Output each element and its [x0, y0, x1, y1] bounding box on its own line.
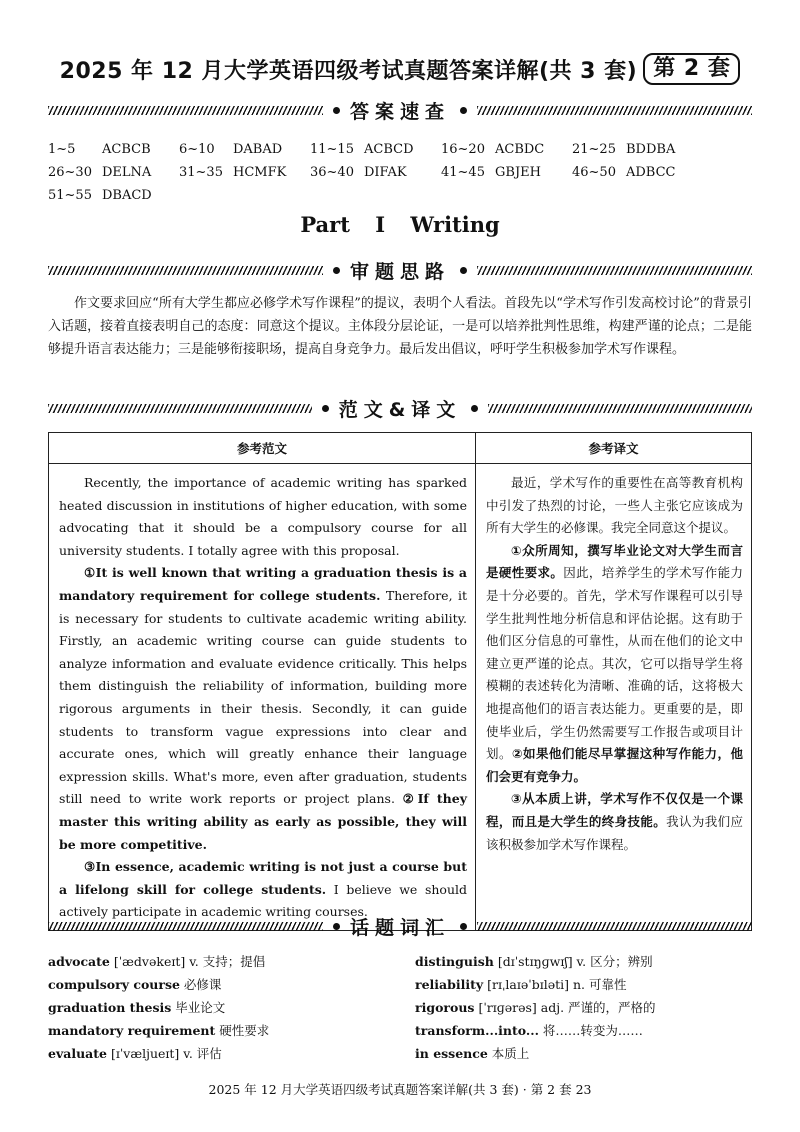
- essay-zh-paragraph: 最近，学术写作的重要性在高等教育机构中引发了热烈的讨论，一些人主张它应该成为所有大学生的必修课。我完全同意这个提议。: [486, 475, 743, 536]
- page-footer: 2025 年 12 月大学英语四级考试真题答案详解(共 3 套) · 第 2 套 23: [208, 1082, 592, 1097]
- answer-cell: 21~25 BDDBA: [572, 142, 676, 157]
- hatch-divider-left: [48, 922, 323, 931]
- answer-cell: 41~45 GBJEH: [441, 165, 541, 180]
- answer-cell: 11~15 ACBCD: [310, 142, 414, 157]
- essay-en-paragraph: ①It is well known that writing a graduation thesis is a mandatory requirement for college students. Therefore, it is necessary for students to cultivate academic writing ability. Firstly, an academic writing course can guide students to analyze information and evaluate evidence critically. This helps them distinguish the reliability of information, building more rigorous arguments in their thesis. Secondly, it can guide students to transform vague expressions into clear and accurate ones, which will greatly enhance their language expression skills. What's more, even after graduation, students still need to write work reports or project plans. ②If they master this writing ability as early as possible, they will be more competitive.: [59, 565, 467, 852]
- vocab-item: reliability [rɪˌlaɪəˈbɪləti] n. 可靠性: [415, 977, 627, 992]
- essay-header-en: 参考范文: [49, 433, 476, 464]
- vocab-item: graduation thesis 毕业论文: [48, 1000, 226, 1015]
- answer-row: [48, 184, 752, 207]
- essay-header-zh: 参考译文: [476, 433, 752, 464]
- hatch-divider-right: [477, 922, 752, 931]
- answer-row: [48, 161, 752, 184]
- essay-en-paragraph: ③In essence, academic writing is not just a course but a lifelong skill for college students. I believe we should actively participate in academic writing courses.: [59, 859, 467, 920]
- essay-english: [49, 464, 476, 931]
- section-label-answers: 答案速查: [350, 100, 451, 123]
- vocab-item: mandatory requirement 硬性要求: [48, 1023, 270, 1038]
- bullet-dot-icon: [333, 923, 340, 930]
- hatch-divider-left: [48, 106, 323, 115]
- set-badge: 第 2 套: [643, 53, 740, 85]
- vocab-item: in essence 本质上: [415, 1046, 530, 1061]
- section-header-vocab: [48, 914, 752, 938]
- answer-key-grid: [48, 138, 752, 207]
- bullet-dot-icon: [333, 107, 340, 114]
- vocab-item: advocate [ˈædvəkeɪt] v. 支持；提倡: [48, 954, 266, 969]
- vocab-item: rigorous [ˈrɪɡərəs] adj. 严谨的，严格的: [415, 1000, 656, 1015]
- section-label-analysis: 审题思路: [350, 260, 451, 283]
- bullet-dot-icon: [460, 923, 467, 930]
- hatch-divider-right: [477, 106, 752, 115]
- analysis-paragraph: 作文要求回应“所有大学生都应必修学术写作课程”的提议，表明个人看法。首段先以“学术写作引发高校讨论”的背景引入话题，接着直接表明自己的态度：同意这个提议。主体段分层论证，一是可以培养批判性思维，构建严谨的论点；二是能够提升语言表达能力；三是能够衔接职场，提高自身竞争力。最后发出倡议，呼吁学生积极参加学术写作课程。: [48, 296, 752, 357]
- part-heading: Part I Writing: [300, 212, 500, 237]
- hatch-divider-left: [48, 404, 312, 413]
- section-header-analysis: [48, 258, 752, 282]
- answer-cell: 1~5 ACBCB: [48, 142, 151, 157]
- answer-cell: 26~30 DELNA: [48, 165, 152, 180]
- vocab-list-left: [48, 950, 408, 1065]
- answer-cell: 51~55 DBACD: [48, 188, 152, 203]
- section-label-vocab: 话题词汇: [350, 916, 451, 939]
- answer-cell: 46~50 ADBCC: [572, 165, 676, 180]
- essay-zh-paragraph: ①众所周知，撰写毕业论文对大学生而言是硬性要求。因此，培养学生的学术写作能力是十分必要的。首先，学术写作课程可以引导学生批判性地分析信息和评估论据。这有助于他们区分信息的可靠性，从而在他们的论文中建立更严谨的论点。其次，它可以指导学生将模糊的表述转化为清晰、准确的话，这将极大地提高他们的语言表达能力。更重要的是，即使毕业后，学生仍然需要写工作报告或项目计划。②如果他们能尽早掌握这种写作能力，他们会更有竞争力。: [486, 542, 743, 784]
- vocab-item: evaluate [ɪˈvæljueɪt] v. 评估: [48, 1046, 222, 1061]
- vocab-item: distinguish [dɪˈstɪŋɡwɪʃ] v. 区分；辨别: [415, 954, 653, 969]
- section-label-essay: 范文&译文: [338, 398, 462, 421]
- essay-table: [48, 432, 752, 931]
- bullet-dot-icon: [322, 405, 329, 412]
- bullet-dot-icon: [333, 267, 340, 274]
- bullet-dot-icon: [460, 107, 467, 114]
- hatch-divider-right: [477, 266, 752, 275]
- answer-cell: 36~40 DIFAK: [310, 165, 407, 180]
- bullet-dot-icon: [460, 267, 467, 274]
- section-header-essay: [48, 396, 752, 420]
- answer-cell: 6~10 DABAD: [179, 142, 283, 157]
- answer-cell: 16~20 ACBDC: [441, 142, 545, 157]
- section-header-answers: [48, 98, 752, 122]
- answer-cell: 31~35 HCMFK: [179, 165, 287, 180]
- vocab-item: compulsory course 必修课: [48, 977, 222, 992]
- essay-zh-paragraph: ③从本质上讲，学术写作不仅仅是一个课程，而且是大学生的终身技能。我认为我们应该积极参加学术写作课程。: [486, 791, 743, 852]
- vocab-list-right: [415, 950, 755, 1065]
- essay-en-paragraph: Recently, the importance of academic writing has sparked heated discussion in institutions of higher education, with some advocating that it should be a compulsory course for all university students. I totally agree with this proposal.: [59, 475, 467, 558]
- bullet-dot-icon: [471, 405, 478, 412]
- hatch-divider-left: [48, 266, 323, 275]
- vocab-item: transform...into... 将……转变为……: [415, 1023, 643, 1038]
- answer-row: [48, 138, 752, 161]
- title-text: 2025 年 12 月大学英语四级考试真题答案详解(共 3 套): [59, 58, 638, 84]
- essay-chinese: [476, 464, 752, 931]
- hatch-divider-right: [488, 404, 752, 413]
- page-title: [40, 52, 760, 86]
